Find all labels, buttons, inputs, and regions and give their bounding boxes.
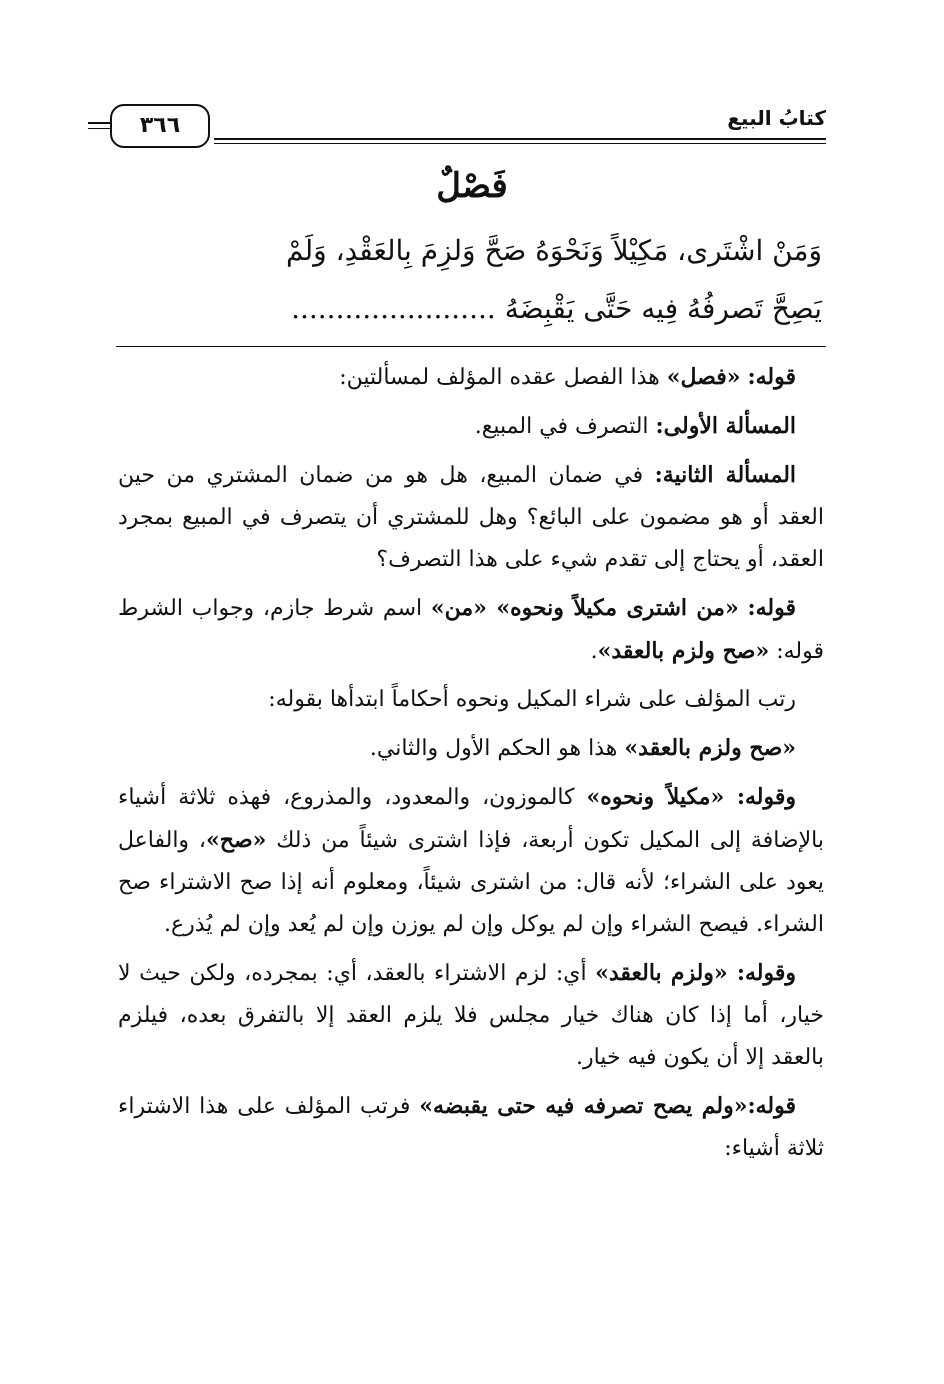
quoted-text: «من»: [430, 595, 497, 621]
paragraph-text: كالموزون، والمعدود، والمذروع، فهذه ثلاثة أشياء بالإضافة إلى المكيل تكون أربعة، فإذا اشترى شيئاً من ذلك: [118, 785, 824, 853]
lead-term: قوله:: [747, 1093, 796, 1119]
lead-term: المسألة الأولى:: [655, 413, 796, 439]
paragraph-text: هذا هو الحكم الأول والثاني.: [369, 736, 625, 761]
section-title: فَصْلٌ: [436, 166, 508, 206]
paragraph-5: [118, 679, 824, 721]
paragraph-1: [118, 356, 824, 399]
commentary: [118, 356, 824, 1176]
paragraph-text: ، والفاعل يعود على الشراء؛ لأنه قال: من اشترى شيئاً، ومعلوم أنه إذا صح الاشتراء صح الشراء. فيصح الشراء وإن لم يوكل وإن لم يوزن وإن لم يُعد وإن لم يُذرع.: [118, 828, 824, 937]
matn-line-2-text: يَصِحَّ تَصرفُهُ فِيه حَتَّى يَقْبِضَهُ: [504, 292, 822, 325]
quoted-text: «ولم يصح تصرفه فيه حتى يقبضه»: [419, 1093, 748, 1119]
quoted-text: «مكيلاً ونحوه»: [586, 784, 737, 810]
matn-text: [122, 222, 822, 338]
paragraph-3: [118, 454, 824, 581]
paragraph-text: هذا الفصل عقده المؤلف لمسألتين:: [339, 365, 667, 390]
paragraph-4: [118, 587, 824, 673]
lead-term: قوله:: [747, 364, 796, 390]
quoted-text: «صح ولزم بالعقد»: [597, 638, 770, 664]
header-rule: [214, 138, 826, 144]
paragraph-6: [118, 727, 824, 770]
matn-dots: .......................: [291, 292, 496, 325]
paragraph-text: التصرف في المبيع.: [474, 414, 656, 439]
paragraph-text: رتب المؤلف على شراء المكيل ونحوه أحكاماً ابتدأها بقوله:: [268, 687, 796, 712]
paragraph-text: في ضمان المبيع، هل هو من ضمان المشتري من حين العقد أو هو مضمون على البائع؟ وهل للمشتري أن يتصرف في المبيع بمجرد العقد، أو يحتاج إلى تقدم شيء على هذا التصرف؟: [118, 463, 824, 572]
lead-term: المسألة الثانية:: [654, 462, 797, 488]
page-header: [110, 96, 826, 156]
lead-term: وقوله:: [736, 784, 796, 810]
paragraph-text: اسم شرط جازم، وجواب الشرط قوله:: [118, 596, 824, 664]
quoted-text: «ولزم بالعقد»: [595, 960, 737, 986]
quoted-text: «فصل»: [666, 364, 741, 390]
paragraph-9: [118, 1085, 824, 1170]
matn-line-1: وَمَنْ اشْتَرى، مَكِيْلاً وَنَحْوَهُ صَحَّ وَلزِمَ بِالعَقْدِ، وَلَمْ: [285, 234, 822, 267]
paragraph-2: [118, 405, 824, 448]
paragraph-8: [118, 952, 824, 1079]
quoted-text: «من اشترى مكيلاً ونحوه»: [496, 595, 739, 621]
matn-line-2: [122, 280, 822, 338]
quoted-text: «صح ولزم بالعقد»: [624, 735, 796, 761]
lead-term: قوله:: [747, 595, 796, 621]
page-number: ٣٦٦: [110, 104, 210, 148]
header-rule-left: [88, 122, 110, 129]
paragraph-text: .: [590, 639, 598, 664]
paragraph-7: [118, 776, 824, 946]
matn-divider: [116, 346, 826, 347]
lead-term: وقوله:: [736, 960, 796, 986]
paragraph-text: فرتب المؤلف على هذا الاشتراء ثلاثة أشياء:: [118, 1094, 824, 1161]
running-title: كتابُ البيع: [727, 106, 826, 130]
paragraph-text: أي: لزم الاشتراء بالعقد، أي: بمجرده، ولكن حيث لا خيار، أما إذا كان هناك خيار مجلس فلا يلزم العقد إلا بالتفرق بعده، فيلزم بالعقد إلا أن يكون فيه خيار.: [118, 961, 824, 1070]
quoted-text: «صح»: [206, 827, 267, 853]
